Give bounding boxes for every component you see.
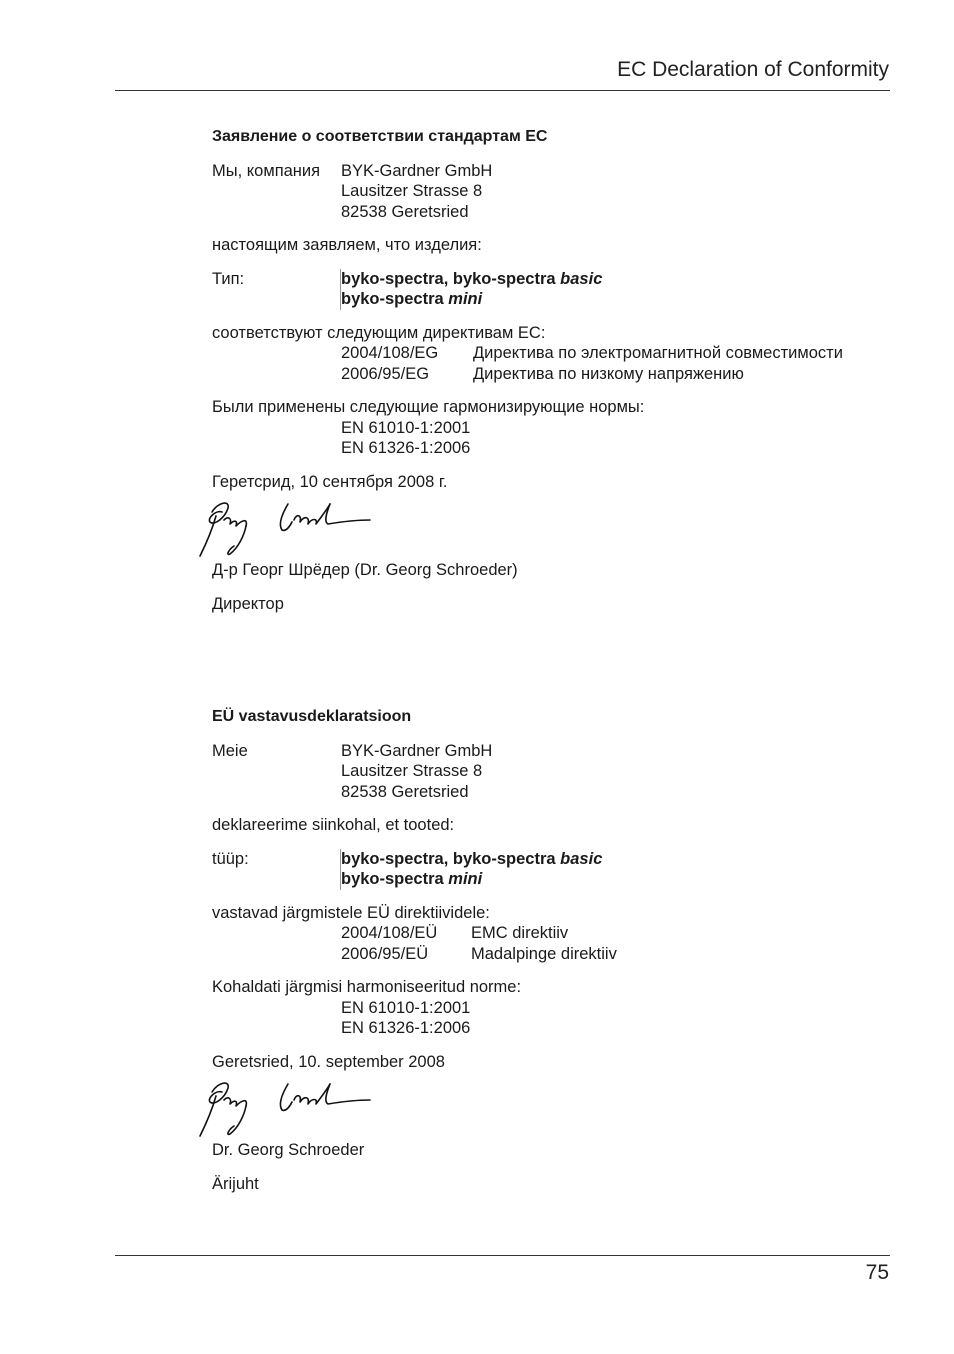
footer-rule (115, 1255, 890, 1256)
norms-block (212, 977, 892, 1039)
place-date: Геретсрид, 10 сентября 2008 г. (212, 472, 448, 491)
company-block (212, 741, 892, 803)
company-city: 82538 Geretsried (341, 202, 469, 221)
signatory-name: Д-р Георг Шрёдер (Dr. Georg Schroeder) (212, 561, 518, 579)
declaration-estonian (212, 707, 892, 1194)
product-line-2: byko-spectra mini (340, 289, 602, 310)
directive-row: 2004/108/EG Директива по электромагнитной совместимости (341, 344, 843, 362)
declaration-russian (212, 127, 892, 614)
norm-item: EN 61010-1:2001 (341, 998, 471, 1017)
directives-intro: соответствуют следующим директивам ЕС: (212, 323, 546, 342)
signatory-name: Dr. Georg Schroeder (212, 1141, 365, 1159)
product-line-1: byko-spectra, byko-spectra basic (341, 269, 603, 288)
type-block (212, 849, 892, 890)
norms-intro: Были применены следующие гармонизирующие нормы: (212, 398, 645, 416)
type-label: Тип: (212, 269, 245, 288)
company-label: Meie (212, 741, 248, 760)
signature-image (190, 496, 380, 562)
company-name: BYK-Gardner GmbH (341, 161, 493, 180)
directive-row: 2006/95/EÜ Madalpinge direktiiv (341, 944, 617, 963)
place-date: Geretsried, 10. september 2008 (212, 1052, 445, 1071)
norms-intro: Kohaldati järgmisi harmoniseeritud norme: (212, 978, 522, 996)
company-block (212, 161, 892, 223)
signatory-role: Директор (212, 594, 284, 613)
norms-block (212, 397, 892, 459)
norm-item: EN 61326-1:2006 (341, 439, 471, 457)
product-line-2: byko-spectra mini (340, 869, 602, 890)
directives-block (212, 903, 892, 965)
signature-image (190, 1076, 380, 1142)
directives-block (212, 323, 892, 385)
section-heading: Заявление о соответствии стандартам ЕС (212, 128, 548, 145)
section-heading: EÜ vastavusdeklaratsioon (212, 708, 412, 725)
company-label: Мы, компания (212, 161, 321, 180)
company-street: Lausitzer Strasse 8 (341, 182, 483, 200)
norm-item: EN 61326-1:2006 (341, 1019, 471, 1037)
directive-row: 2004/108/EÜ EMC direktiiv (341, 924, 569, 942)
header-rule (115, 90, 890, 91)
declare-text: настоящим заявляем, что изделия: (212, 236, 482, 254)
type-block (212, 269, 892, 310)
declare-text: deklareerime siinkohal, et tooted: (212, 816, 455, 834)
company-city: 82538 Geretsried (341, 782, 469, 801)
directive-row: 2006/95/EG Директива по низкому напряжению (341, 364, 744, 383)
product-line-1: byko-spectra, byko-spectra basic (341, 849, 603, 868)
directives-intro: vastavad järgmistele EÜ direktiividele: (212, 903, 490, 922)
page-header-title: EC Declaration of Conformity (617, 58, 889, 81)
norm-item: EN 61010-1:2001 (341, 418, 471, 437)
type-label: tüüp: (212, 849, 249, 868)
company-street: Lausitzer Strasse 8 (341, 762, 483, 780)
company-name: BYK-Gardner GmbH (341, 741, 493, 760)
signatory-role: Ärijuht (212, 1174, 259, 1193)
page-number: 75 (865, 1261, 889, 1284)
